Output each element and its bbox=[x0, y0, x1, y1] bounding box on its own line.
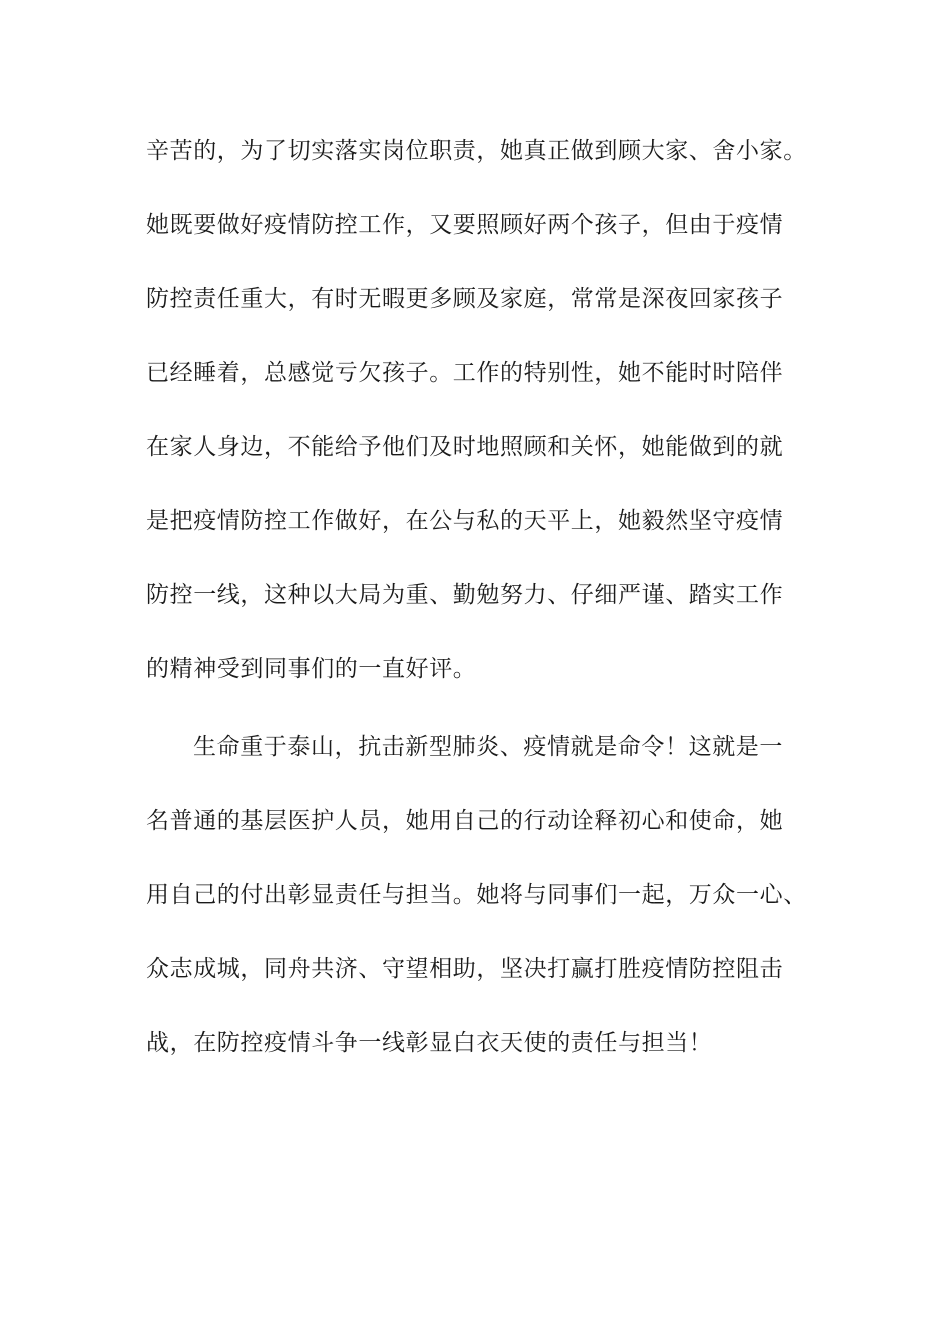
text-line: 在家人身边，不能给予他们及时地照顾和关怀，她能做到的就 bbox=[146, 434, 784, 460]
text-line: 辛苦的，为了切实落实岗位职责，她真正做到顾大家、舍小家。 bbox=[146, 138, 807, 164]
text-line: 她既要做好疫情防控工作，又要照顾好两个孩子，但由于疫情 bbox=[146, 212, 784, 238]
text-line: 已经睡着，总感觉亏欠孩子。工作的特别性，她不能时时陪伴 bbox=[146, 360, 784, 386]
text-line: 战，在防控疫情斗争一线彰显白衣天使的责任与担当！ bbox=[146, 1030, 713, 1056]
text-line: 的精神受到同事们的一直好评。 bbox=[146, 656, 477, 682]
text-line: 防控一线，这种以大局为重、勤勉努力、仔细严谨、踏实工作 bbox=[146, 582, 784, 608]
text-line: 名普通的基层医护人员，她用自己的行动诠释初心和使命，她 bbox=[146, 808, 784, 834]
text-line: 防控责任重大，有时无暇更多顾及家庭，常常是深夜回家孩子 bbox=[146, 286, 784, 312]
text-line: 用自己的付出彰显责任与担当。她将与同事们一起，万众一心、 bbox=[146, 882, 807, 908]
text-line: 生命重于泰山，抗击新型肺炎、疫情就是命令！这就是一 bbox=[193, 734, 783, 760]
text-line: 众志成城，同舟共济、守望相助，坚决打赢打胜疫情防控阻击 bbox=[146, 956, 784, 982]
text-line: 是把疫情防控工作做好，在公与私的天平上，她毅然坚守疫情 bbox=[146, 508, 784, 534]
